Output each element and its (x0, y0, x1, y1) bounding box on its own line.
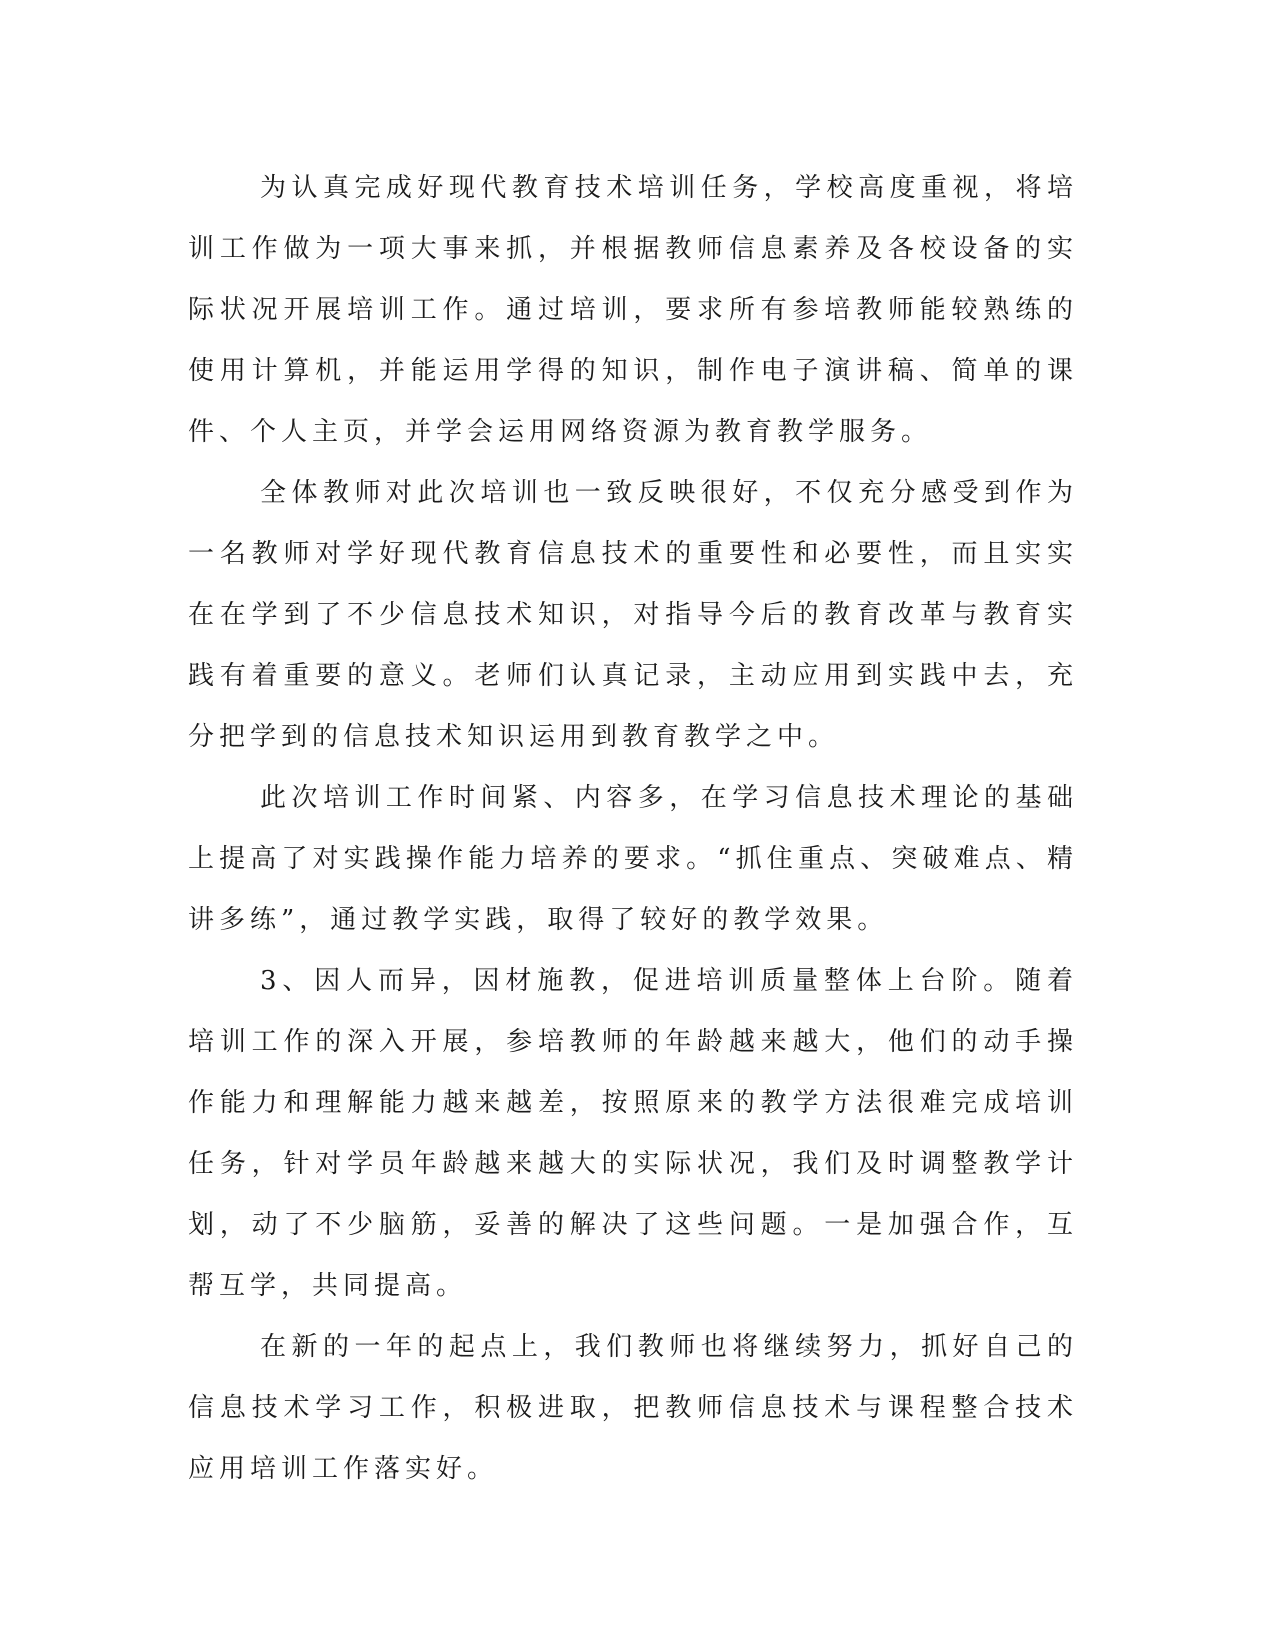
document-body (188, 158, 1078, 1500)
paragraph-individualized-teaching: 3、因人而异，因材施教，促进培训质量整体上台阶。随着培训工作的深入开展，参培教师的年龄越来越大，他们的动手操作能力和理解能力越来越差，按照原来的教学方法很难完成培训任务，针对学员年龄越来越大的实际状况，我们及时调整教学计划，动了不少脑筋，妥善的解决了这些问题。一是加强合作，互帮互学，共同提高。 (188, 966, 1078, 1301)
paragraph-teacher-feedback: 全体教师对此次培训也一致反映很好，不仅充分感受到作为一名教师对学好现代教育信息技术的重要性和必要性，而且实实在在学到了不少信息技术知识，对指导今后的教育改革与教育实践有着重要的意义。老师们认真记录，主动应用到实践中去，充分把学到的信息技术知识运用到教育教学之中。 (188, 478, 1078, 752)
paragraph-practice-requirements: 此次培训工作时间紧、内容多，在学习信息技术理论的基础上提高了对实践操作能力培养的要求。“抓住重点、突破难点、精讲多练”，通过教学实践，取得了较好的教学效果。 (188, 783, 1078, 935)
paragraph-new-year-outlook: 在新的一年的起点上，我们教师也将继续努力，抓好自己的信息技术学习工作，积极进取，把教师信息技术与课程整合技术应用培训工作落实好。 (188, 1332, 1078, 1484)
paragraph-training-task: 为认真完成好现代教育技术培训任务，学校高度重视，将培训工作做为一项大事来抓，并根据教师信息素养及各校设备的实际状况开展培训工作。通过培训，要求所有参培教师能较熟练的使用计算机，并能运用学得的知识，制作电子演讲稿、简单的课件、个人主页，并学会运用网络资源为教育教学服务。 (188, 173, 1078, 447)
